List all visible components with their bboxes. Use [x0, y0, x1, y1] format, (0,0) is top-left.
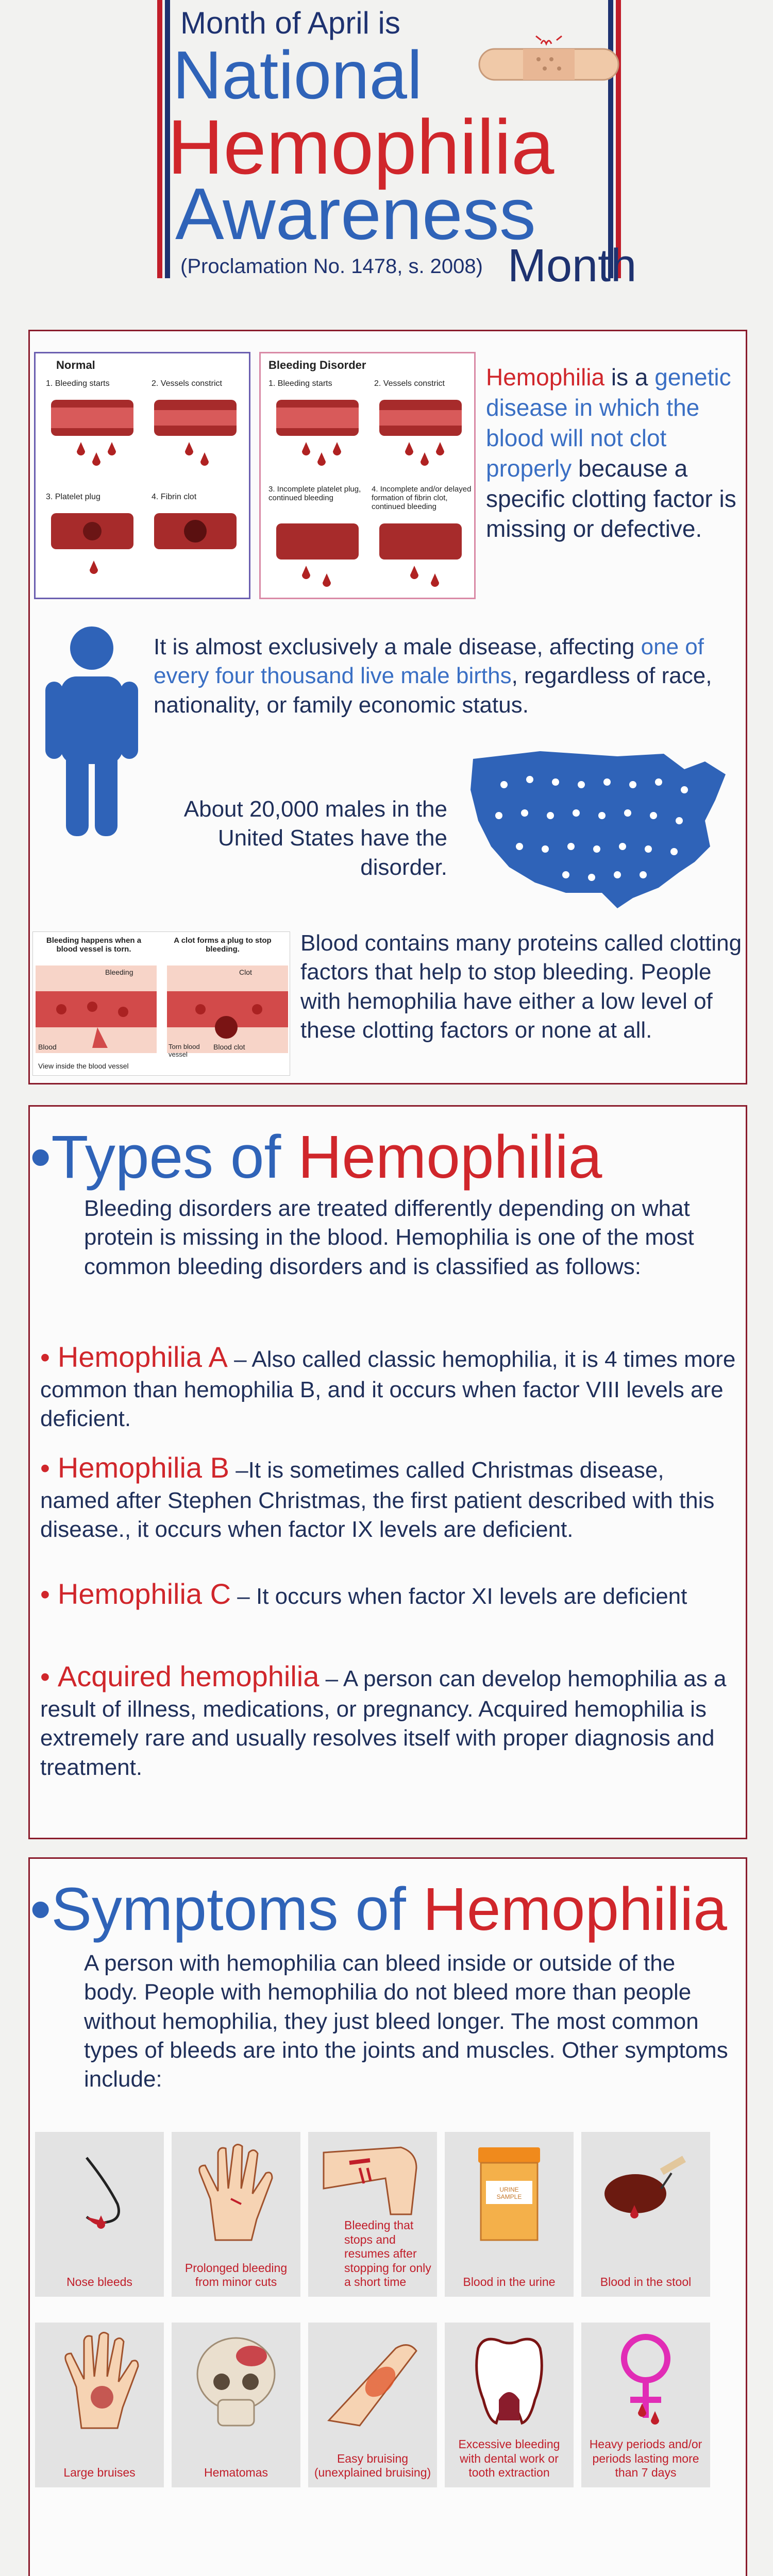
- tooth-icon: [468, 2333, 550, 2431]
- us-map-icon: [463, 743, 731, 913]
- title-bullet: •: [30, 1875, 52, 1943]
- normal-diagram-title: Normal: [56, 359, 95, 371]
- disorder-bleeding-icon: [266, 518, 472, 596]
- stool-blood-icon: [594, 2153, 697, 2235]
- symptom-tile: [581, 2323, 710, 2487]
- types-title-part2: Hemophilia: [298, 1123, 602, 1191]
- male-figure-icon: [43, 622, 141, 839]
- definition-rest: because a specific clotting factor is missing or defective.: [486, 454, 736, 543]
- symptoms-panel: [28, 1857, 747, 2576]
- symptoms-intro: A person with hemophilia can bleed inside or outside of the body. People with hemophilia do not bleed more than people without hemophilia, they just bleed longer. The most common types of bleeds are into the joints and muscles. Other symptoms include:: [84, 1951, 728, 2092]
- header-awareness: Awareness: [175, 173, 536, 255]
- disorder-step-2: 2. Vessels constrict: [374, 379, 445, 388]
- male-disease-text: [154, 633, 731, 720]
- type-bullet: •: [40, 1453, 58, 1484]
- intro-panel: [28, 330, 747, 1084]
- type-bullet: •: [40, 1342, 58, 1373]
- hand-cut-icon: [190, 2142, 282, 2245]
- header-left-red-line: [157, 0, 162, 278]
- type-desc-c: – It occurs when factor XI levels are deficient: [231, 1584, 687, 1609]
- symptom-tile: [35, 2132, 164, 2297]
- header-hemophilia: Hemophilia: [167, 104, 554, 190]
- symptom-tile: [308, 2323, 437, 2487]
- type-item-acquired: [40, 1658, 736, 1782]
- symptoms-title-part2: Hemophilia: [423, 1875, 727, 1943]
- type-bullet: •: [40, 1662, 58, 1692]
- urine-sample-label: URINE SAMPLE: [496, 2186, 522, 2200]
- types-panel: [28, 1105, 747, 1839]
- normal-step-4: 4. Fibrin clot: [152, 493, 197, 501]
- male-text-1: It is almost exclusively a male disease, affecting: [154, 634, 641, 659]
- symptom-tile: [445, 2323, 574, 2487]
- types-title-part1: Types of: [51, 1123, 298, 1191]
- blood-vessel-icon: [41, 395, 247, 482]
- clot-vessel-icon: [41, 508, 247, 596]
- label-blood-clot: Blood clot: [213, 1043, 245, 1051]
- type-name-b: Hemophilia B: [57, 1451, 229, 1484]
- type-desc-b: –It is sometimes called Christmas disease, named after Stephen Christmas, the first patient described with this disease., it occurs when factor IX levels are deficient.: [40, 1458, 715, 1543]
- symptom-label: Prolonged bleeding from minor cuts: [184, 2261, 288, 2289]
- disorder-diagram-title: Bleeding Disorder: [268, 359, 366, 371]
- arm-bleeding-icon: [318, 2137, 427, 2225]
- label-bleeding: Bleeding: [105, 968, 133, 976]
- female-symbol-icon: [610, 2330, 682, 2428]
- symptom-tile: [35, 2323, 164, 2487]
- definition-connector: is a: [604, 364, 655, 391]
- blood-clot-illustration: [32, 931, 290, 1076]
- label-blood: Blood: [38, 1043, 57, 1051]
- symptom-label: Blood in the stool: [600, 2275, 692, 2289]
- types-title: [30, 1122, 602, 1192]
- symptom-label: Excessive bleeding with dental work or tooth extraction: [458, 2437, 560, 2480]
- symptoms-title: [30, 1874, 727, 1944]
- definition-term: Hemophilia: [486, 364, 605, 391]
- label-torn-vessel: Torn blood vessel: [169, 1043, 200, 1058]
- clot-box-2-label: A clot forms a plug to stop bleeding.: [174, 936, 272, 954]
- symptom-tile: [445, 2132, 574, 2297]
- symptoms-title-part1: Symptoms of: [51, 1875, 423, 1943]
- symptom-label: Large bruises: [63, 2466, 136, 2480]
- symptom-label: Hematomas: [204, 2466, 268, 2480]
- bandage-icon: [474, 28, 629, 90]
- type-item-c: [40, 1575, 736, 1613]
- types-intro: Bleeding disorders are treated differently depending on what protein is missing in the blood. Hemophilia is one of the most common bleeding disorders and is classified as follows:: [84, 1196, 694, 1279]
- male-text-highlight: one of every four thousand live male births: [154, 634, 704, 689]
- symptom-label: Easy bruising (unexplained bruising): [314, 2451, 431, 2480]
- symptom-tile: [308, 2132, 437, 2297]
- disorder-step-4: 4. Incomplete and/or delayed formation of fibrin clot, continued bleeding: [372, 485, 472, 511]
- type-item-b: [40, 1449, 736, 1545]
- hemophilia-definition: [486, 362, 744, 544]
- label-clot: Clot: [239, 968, 252, 976]
- header-national: National: [173, 37, 423, 113]
- illustration-caption: View inside the blood vessel: [38, 1062, 129, 1070]
- clotting-factors-text: Blood contains many proteins called clotting factors that help to stop bleeding. People with hemophilia have either a low level of these clotting factors or none at all.: [300, 930, 742, 1043]
- title-bullet: •: [30, 1123, 52, 1191]
- skull-icon: [190, 2333, 282, 2436]
- disorder-step-1: 1. Bleeding starts: [268, 379, 332, 388]
- type-item-a: [40, 1338, 736, 1434]
- symptom-tile: [172, 2132, 300, 2297]
- symptom-tile: [172, 2323, 300, 2487]
- type-bullet: •: [40, 1579, 58, 1610]
- clot-box-1-label: Bleeding happens when a blood vessel is torn.: [46, 936, 142, 954]
- type-name-a: Hemophilia A: [57, 1341, 228, 1373]
- bruised-hand-icon: [56, 2330, 143, 2433]
- symptom-tile: [581, 2132, 710, 2297]
- normal-step-1: 1. Bleeding starts: [46, 379, 110, 388]
- type-name-acquired: Acquired hemophilia: [57, 1660, 320, 1692]
- definition-highlight: genetic disease in which the blood will not clot properly: [486, 364, 731, 482]
- symptom-label: Heavy periods and/or periods lasting more than 7 days: [589, 2437, 702, 2480]
- disorder-vessel-icon: [266, 395, 472, 482]
- normal-step-2: 2. Vessels constrict: [152, 379, 222, 388]
- normal-step-3: 3. Platelet plug: [46, 493, 100, 501]
- symptom-label: Nose bleeds: [66, 2275, 132, 2289]
- type-desc-acquired: – A person can develop hemophilia as a result of illness, medications, or pregnancy. Acquired hemophilia is extremely rare and usually resolves itself with proper diagnosis and treatment.: [40, 1666, 727, 1780]
- disorder-clotting-diagram: [259, 352, 476, 599]
- symptom-label: Bleeding that stops and resumes after stopping for only a short time: [344, 2218, 431, 2289]
- header-month: Month: [508, 240, 637, 292]
- symptom-label: Blood in the urine: [463, 2275, 556, 2289]
- bruised-arm-icon: [318, 2333, 427, 2431]
- us-stat-text: About 20,000 males in the United States have the disorder.: [183, 796, 447, 880]
- disorder-step-3: 3. Incomplete platelet plug, continued bleeding: [268, 485, 361, 502]
- male-text-3: , regardless of race, nationality, or family economic status.: [154, 663, 712, 718]
- normal-clotting-diagram: [34, 352, 250, 599]
- type-desc-a: – Also called classic hemophilia, it is 4 times more common than hemophilia B, and it occurs when factor VIII levels are deficient.: [40, 1347, 736, 1432]
- nose-bleed-icon: [56, 2153, 143, 2240]
- header-line1: Month of April is: [180, 6, 400, 40]
- type-name-c: Hemophilia C: [57, 1578, 231, 1610]
- header-proclamation: (Proclamation No. 1478, s. 2008): [180, 255, 483, 278]
